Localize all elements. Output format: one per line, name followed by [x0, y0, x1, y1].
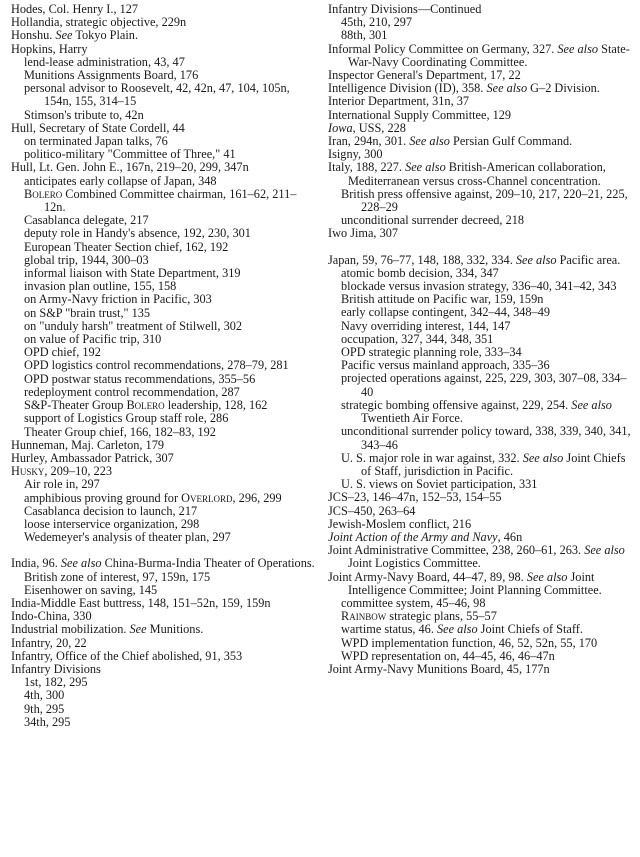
index-subentry: 4th, 300 [24, 688, 65, 703]
index-column-right [328, 3, 634, 676]
index-subentry: on S&P "brain trust," 135 [24, 305, 151, 320]
index-subentry: Navy overriding interest, 144, 147 [341, 318, 511, 333]
index-subentry: redeployment control recommendation, 287 [24, 384, 240, 399]
index-subentry: occupation, 327, 344, 348, 351 [341, 331, 494, 346]
index-subentry: Casablanca decision to launch, 217 [24, 503, 198, 518]
index-subentry: U. S. views on Soviet participation, 331 [341, 477, 538, 492]
index-column-left [11, 3, 316, 729]
index-subentry: invasion plan outline, 155, 158 [24, 279, 177, 294]
index-entry: Infantry, 20, 22 [11, 635, 87, 650]
index-subentry: 45th, 210, 297 [341, 15, 413, 30]
index-subentry: on Army-Navy friction in Pacific, 303 [24, 292, 212, 307]
index-subentry: Pacific versus mainland approach, 335–36 [341, 358, 550, 373]
index-subentry: deputy role in Handy's absence, 192, 230, 301 [24, 226, 251, 241]
index-entry: Hodes, Col. Henry I., 127 [11, 2, 139, 16]
index-subentry: European Theater Section chief, 162, 192 [24, 239, 229, 254]
index-entry: Husky, 209–10, 223 [11, 464, 113, 479]
index-entry: Hunneman, Maj. Carleton, 179 [11, 437, 164, 452]
index-subentry: blockade versus invasion strategy, 336–40, 341–42, 343 [341, 279, 617, 294]
index-entry: Hopkins, Harry [11, 41, 88, 56]
index-subentry: lend-lease administration, 43, 47 [24, 54, 185, 69]
index-entry: Inspector General's Department, 17, 22 [328, 68, 521, 83]
index-subentry: strategic bombing offensive against, 229, 254. See also Twentieth Air Force. [341, 397, 612, 426]
index-subentry: WPD representation on, 44–45, 46, 46–47n [341, 648, 555, 663]
index-entry: India-Middle East buttress, 148, 151–52n, 159, 159n [11, 595, 271, 610]
index-entry: Hollandia, strategic objective, 229n [11, 15, 187, 30]
index-subentry: OPD strategic planning role, 333–34 [341, 345, 522, 360]
index-subentry: British press offensive against, 209–10, 217, 220–21, 225, 228–29 [341, 186, 628, 215]
index-entry: International Supply Committee, 129 [328, 107, 512, 122]
index-entry: Infantry, Office of the Chief abolished, 91, 353 [11, 648, 243, 663]
index-entry: Jewish-Moslem conflict, 216 [328, 516, 472, 531]
index-subentry: 88th, 301 [341, 28, 388, 43]
index-subentry: S&P-Theater Group Bolero leadership, 128, 162 [24, 398, 268, 413]
index-subentry: wartime status, 46. See also Joint Chiefs of Staff. [341, 622, 583, 637]
index-subentry: Rainbow strategic plans, 55–57 [341, 609, 497, 624]
index-entry: Hurley, Ambassador Patrick, 307 [11, 450, 174, 465]
index-entry: Infantry Divisions—Continued [328, 2, 482, 16]
index-entry: Hull, Secretary of State Cordell, 44 [11, 120, 185, 135]
index-entry: Hull, Lt. Gen. John E., 167n, 219–20, 299, 347n [11, 160, 249, 175]
index-subentry: anticipates early collapse of Japan, 348 [24, 173, 217, 188]
index-subentry: British zone of interest, 97, 159n, 175 [24, 569, 211, 584]
index-subentry: politico-military "Committee of Three," 41 [24, 147, 236, 162]
index-subentry: informal liaison with State Department, 319 [24, 266, 241, 281]
index-subentry: early collapse contingent, 342–44, 348–49 [341, 305, 550, 320]
index-subentry: unconditional surrender decreed, 218 [341, 213, 525, 228]
index-subentry: Air role in, 297 [24, 477, 100, 492]
index-subentry: Eisenhower on saving, 145 [24, 582, 158, 597]
index-subentry: loose interservice organization, 298 [24, 516, 200, 531]
index-entry: Intelligence Division (ID), 358. See also G–2 Division. [328, 81, 600, 96]
index-subentry: OPD chief, 192 [24, 345, 101, 360]
index-entry: Infantry Divisions [11, 661, 101, 676]
index-subentry: on "unduly harsh" treatment of Stilwell, 302 [24, 318, 243, 333]
index-subentry: 1st, 182, 295 [24, 675, 88, 690]
index-subentry: OPD postwar status recommendations, 355–56 [24, 371, 256, 386]
index-entry: Iowa, USS, 228 [328, 120, 406, 135]
index-subentry: committee system, 45–46, 98 [341, 595, 486, 610]
index-subentry: atomic bomb decision, 334, 347 [341, 265, 499, 280]
index-subentry: 9th, 295 [24, 701, 65, 716]
index-entry: Joint Army-Navy Board, 44–47, 89, 98. See also Joint Intelligence Committee; Joint Planning Committee. [328, 569, 602, 597]
index-entry: Japan, 59, 76–77, 148, 188, 332, 334. See also Pacific area. [328, 252, 621, 267]
index-subentry: amphibious proving ground for Overlord, 296, 299 [24, 490, 282, 505]
index-subentry: Bolero Combined Committee chairman, 161–62, 211–12n. [24, 186, 297, 215]
index-subentry: U. S. major role in war against, 332. See also Joint Chiefs of Staff, jurisdiction in Pacific. [341, 450, 626, 478]
index-subentry: projected operations against, 225, 229, 303, 307–08, 334–40 [341, 371, 627, 399]
index-subentry: Wedemeyer's analysis of theater plan, 297 [24, 530, 231, 545]
index-subentry: support of Logistics Group staff role, 286 [24, 411, 229, 426]
index-subentry: Stimson's tribute to, 42n [24, 107, 144, 122]
index-entry: JCS–23, 146–47n, 152–53, 154–55 [328, 490, 502, 505]
index-entry: Joint Administrative Committee, 238, 260–61, 263. See also Joint Logistics Committee. [328, 543, 625, 571]
index-subentry: unconditional surrender policy toward, 338, 339, 340, 341, 343–46 [341, 424, 631, 452]
index-subentry: 34th, 295 [24, 714, 71, 729]
index-subentry: British attitude on Pacific war, 159, 159n [341, 292, 544, 307]
index-entry: JCS–450, 263–64 [328, 503, 416, 518]
index-subentry: on value of Pacific trip, 310 [24, 332, 162, 347]
index-entry: Joint Army-Navy Munitions Board, 45, 177n [328, 661, 550, 676]
index-entry: Isigny, 300 [328, 147, 383, 162]
index-entry: Honshu. See Tokyo Plain. [11, 28, 139, 43]
index-entry: Italy, 188, 227. See also British-American collaboration, Mediterranean versus cross-Channel concentration. [328, 160, 606, 188]
index-subentry: OPD logistics control recommendations, 278–79, 281 [24, 358, 289, 373]
index-entry: Iran, 294n, 301. See also Persian Gulf Command. [328, 134, 573, 149]
index-subentry: global trip, 1944, 300–03 [24, 252, 149, 267]
index-entry: Interior Department, 31n, 37 [328, 94, 470, 109]
index-entry: Iwo Jima, 307 [328, 226, 399, 241]
index-subentry: Theater Group chief, 166, 182–83, 192 [24, 424, 216, 439]
index-entry: Joint Action of the Army and Navy, 46n [328, 529, 523, 544]
index-entry: India, 96. See also China-Burma-India Theater of Operations. [11, 556, 315, 571]
index-subentry: WPD implementation function, 46, 52, 52n, 55, 170 [341, 635, 598, 650]
index-subentry: Munitions Assignments Board, 176 [24, 68, 199, 83]
index-entry: Industrial mobilization. See Munitions. [11, 622, 204, 637]
index-subentry: personal advisor to Roosevelt, 42, 42n, 47, 104, 105n, 154n, 155, 314–15 [24, 81, 290, 109]
index-entry: Indo-China, 330 [11, 609, 92, 624]
index-subentry: on terminated Japan talks, 76 [24, 134, 168, 149]
index-entry: Informal Policy Committee on Germany, 327. See also State-War-Navy Coordinating Committee. [328, 41, 630, 69]
index-subentry: Casablanca delegate, 217 [24, 213, 149, 228]
